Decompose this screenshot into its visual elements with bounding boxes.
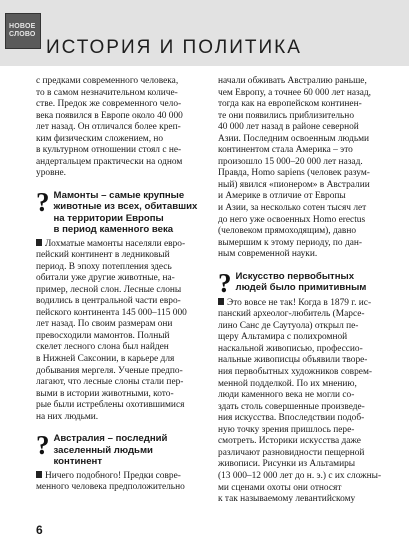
- question-mark-icon: ?: [36, 430, 50, 461]
- right-column: [218, 76, 393, 506]
- answer-paragraph: [218, 298, 393, 506]
- section-title: ИСТОРИЯ И ПОЛИТИКА: [46, 37, 302, 58]
- publisher-logo: [5, 13, 41, 49]
- question-heading-art: [218, 267, 393, 298]
- page-number: 6: [36, 523, 43, 537]
- answer-paragraph: [36, 239, 211, 424]
- answer-text: Лохматые мамонты населяли евро- пейский континент в ледниковый период. В эпоху потепления здесь обитали уже другие животные, на- пример, лесной слон. Лесные слоны водились в центральной части евро- пейского континента 145 000–115 000 лет назад. По своим размерам они превосходили мамонтов. Полный скелет лесного слона был найден в Нижней Саксонии, в карьере для добывания мергеля. Ученые предпо- лагают, что лесные слоны стали пер- выми в истории животными, кото- рые были истреблены охотившимися на них людьми.: [36, 238, 187, 422]
- question-mark-icon: ?: [36, 186, 50, 217]
- logo-line-1: НОВОЕ: [9, 23, 36, 30]
- answer-bullet-icon: [218, 298, 224, 305]
- answer-bullet-icon: [36, 471, 42, 478]
- question-mark-icon: ?: [218, 267, 232, 298]
- answer-bullet-icon: [36, 239, 42, 246]
- question-heading-australia: [36, 430, 211, 468]
- logo-line-2: СЛОВО: [9, 31, 36, 38]
- answer-paragraph: [36, 471, 211, 494]
- question-title: Мамонты – самые крупные животные из всех, обитавших на территории Европы в период каменного века: [53, 189, 198, 236]
- answer-text: Ничего подобного! Предки совре- менного человека предположительно: [36, 470, 185, 493]
- answer-text: Это вовсе не так! Когда в 1879 г. ис- панский археолог-любитель (Марсе- лино Санс де Саутуола) открыл пе- щеру Альтамира с полихромной наскальной живописью, профессио- нальные живописцы объявили творе- ния первобытных художников соврем- менной подделкой. По их мнению, люди каменного века не могли со- здать столь совершенные произведе- ния искусства. Впоследствии подоб- ную точку зрения пришлось пере- смотреть. Историки искусства даже различают разновидности пещерной живописи. Рисунки из Альтамиры (13 000–12 000 лет до н. э.) с их сложны- ми сценами охоты они относят к так называемому левантийскому: [218, 297, 382, 505]
- question-heading-mammoths: [36, 186, 211, 236]
- left-intro-paragraph: с предками современного человека, то в самом незначительном количе- стве. Предок же современного чело- века появился в Европе около 40 000 лет назад. Он отличался более креп- ким физическим сложением, но в культурном отношении стоял с не- андертальцем практически на одном уровне.: [36, 76, 183, 179]
- left-column: [36, 76, 211, 494]
- right-intro-paragraph: начали обживать Австралию раньше, чем Европу, а точнее 60 000 лет назад, тогда как на европейском континен- те они появились приблизительно 40 000 лет назад в районе северной Азии. Последним освоенным людьми континентом стала Америка – это произошло 15 000–20 000 лет назад. Правда, Homo sapiens (человек разум- ный) явился «пионером» в Австралии и Америке в отличие от Европы и Азии, за несколько сотен тысяч лет до него уже освоенных Homo erectus (человеком прямоходящим), давно вымершим к этому периоду, по дан- ным современной науки.: [218, 76, 372, 260]
- question-title: Искусство первобытных людей было примитивным: [235, 270, 367, 294]
- question-title: Австралия – последний заселенный людьми континент: [53, 433, 168, 468]
